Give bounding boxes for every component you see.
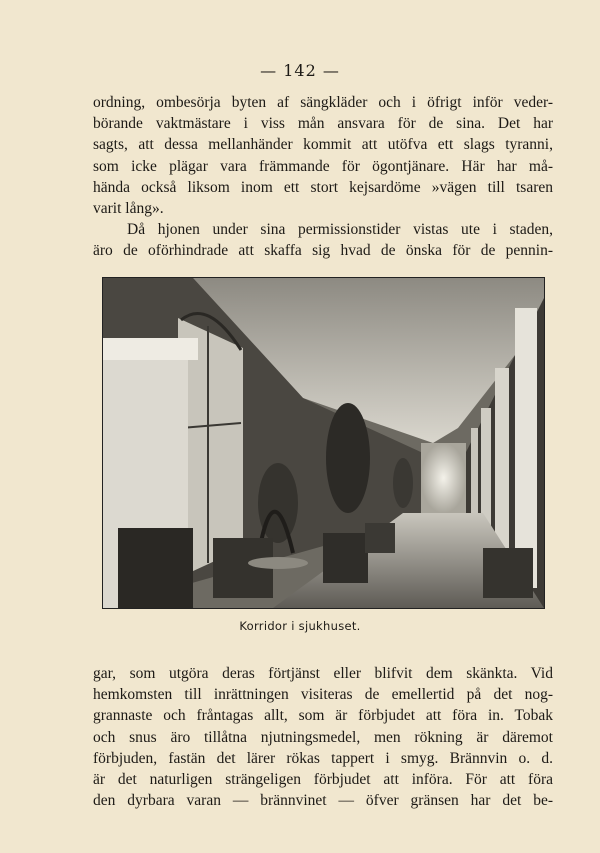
text-block-bottom bbox=[93, 663, 553, 811]
text-line: äro de oförhindrade att skaffa sig hvad de önska för de pennin- bbox=[93, 242, 553, 260]
text-line: Då hjonen under sina permissionstider vistas ute i staden, bbox=[127, 221, 553, 239]
text-line: hemkomsten till inrättningen visiteras de emellertid på det nog- bbox=[93, 686, 553, 704]
figure-caption: Korridor i sjukhuset. bbox=[239, 619, 361, 633]
text-line: är det naturligen strängeligen förbjudet att införa. För att föra bbox=[93, 770, 553, 788]
text-line: gar, som utgöra deras förtjänst eller blifvit dem skänkta. Vid bbox=[93, 665, 553, 682]
text-block-top bbox=[93, 92, 553, 262]
text-line: den dyrbara varan — brännvinet — öfver gränsen har det be- bbox=[93, 792, 553, 810]
text-line: börande vaktmästare i viss mån ansvara för de sina. Det har bbox=[93, 115, 553, 133]
text-line: och snus äro tillåtna njutningsmedel, men rökning är däremot bbox=[93, 728, 553, 746]
text-line: grannaste och fråntagas allt, som är förbjudet att föra in. Tobak bbox=[93, 707, 553, 725]
text-line: förbjuden, fastän det lärer rökas tappert i smyg. Brännvin o. d. bbox=[93, 749, 553, 767]
text-line: hända också liksom inom ett stort kejsardöme »vägen till tsaren bbox=[93, 178, 553, 196]
text-line: som icke plägar vara främmande för ögontjänare. Här har må- bbox=[93, 157, 553, 175]
text-line: ordning, ombesörja byten af sängkläder och i öfrigt inför veder- bbox=[93, 94, 553, 111]
text-line: varit lång». bbox=[93, 199, 164, 217]
text-line: sagts, att dessa mellanhänder kommit att utöfva ett slags tyranni, bbox=[93, 136, 553, 154]
corridor-illustration bbox=[103, 278, 544, 608]
corridor-photo bbox=[102, 277, 545, 609]
page-number: — 142 — bbox=[260, 61, 340, 80]
